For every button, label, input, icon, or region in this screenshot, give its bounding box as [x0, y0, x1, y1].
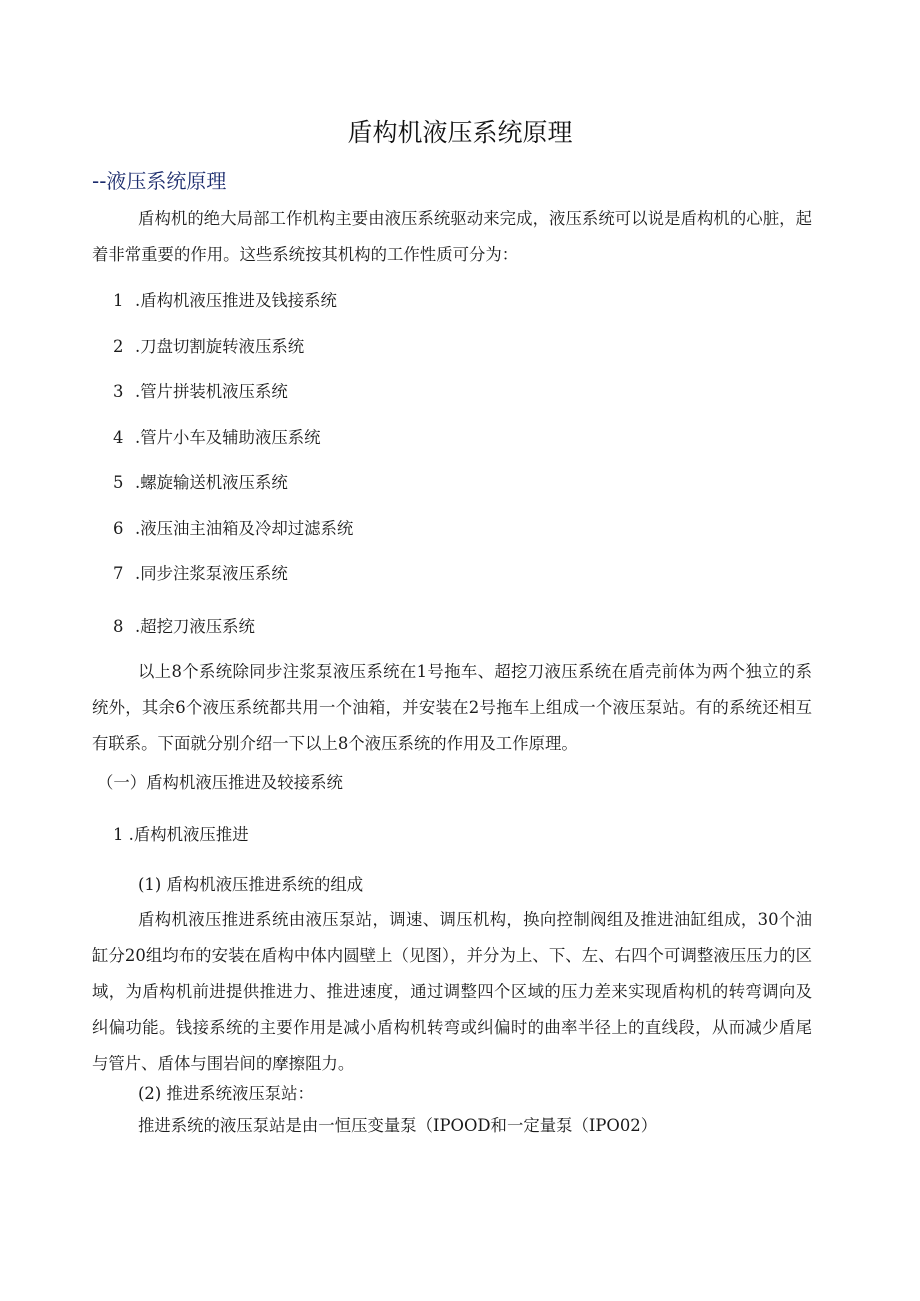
pump-station-line: 推进系统的液压泵站是由一恒压变量泵（IPOOD和一定量泵（IPO02）: [138, 1116, 658, 1135]
part1-heading: （一）盾构机液压推进及较接系统: [97, 773, 343, 792]
list-item: 8 .超挖刀液压系统: [113, 617, 255, 636]
list-item: 1 .盾构机液压推进及钱接系统: [113, 291, 337, 310]
summary-paragraph: 以上8个系统除同步注浆泵液压系统在1号拖车、超挖刀液压系统在盾壳前体为两个独立的系统外，其余6个液压系统都共用一个油箱，并安装在2号拖车上组成一个液压泵站。有的系统还相互有联系。下面就分别介绍一下以上8个液压系统的作用及工作原理。: [92, 662, 812, 753]
list-item: 5 .螺旋输送机液压系统: [113, 473, 288, 492]
composition-paragraph: 盾构机液压推进系统由液压泵站，调速、调压机构，换向控制阀组及推进油缸组成，30个油缸分20组均布的安装在盾构中体内圆壁上（见图），并分为上、下、左、右四个可调整液压压力的区域，为盾构机前进提供推进力、推进速度，通过调整四个区域的压力差来实现盾构机的转弯调向及纠偏功能。钱接系统的主要作用是减小盾构机转弯或纠偏时的曲率半径上的直线段，从而减少盾尾与管片、盾体与围岩间的摩擦阻力。: [92, 910, 812, 1073]
document-title: 盾构机液压系统原理: [347, 118, 573, 147]
part1-sub1-item1: (1) 盾构机液压推进系统的组成: [138, 875, 364, 894]
list-item: 2 .刀盘切割旋转液压系统: [113, 337, 305, 356]
list-item: 3 .管片拼装机液压系统: [113, 382, 288, 401]
part1-sub1-heading: 1 .盾构机液压推进: [113, 825, 249, 844]
part1-sub1-item2: (2) 推进系统液压泵站：: [138, 1084, 314, 1103]
section-heading: --液压系统原理: [92, 169, 227, 193]
list-item: 4 .管片小车及辅助液压系统: [113, 428, 321, 447]
list-item: 7 .同步注浆泵液压系统: [113, 564, 288, 583]
list-item: 6 .液压油主油箱及冷却过滤系统: [113, 519, 354, 538]
intro-paragraph: 盾构机的绝大局部工作机构主要由液压系统驱动来完成，液压系统可以说是盾构机的心脏，起着非常重要的作用。这些系统按其机构的工作性质可分为：: [92, 209, 812, 264]
